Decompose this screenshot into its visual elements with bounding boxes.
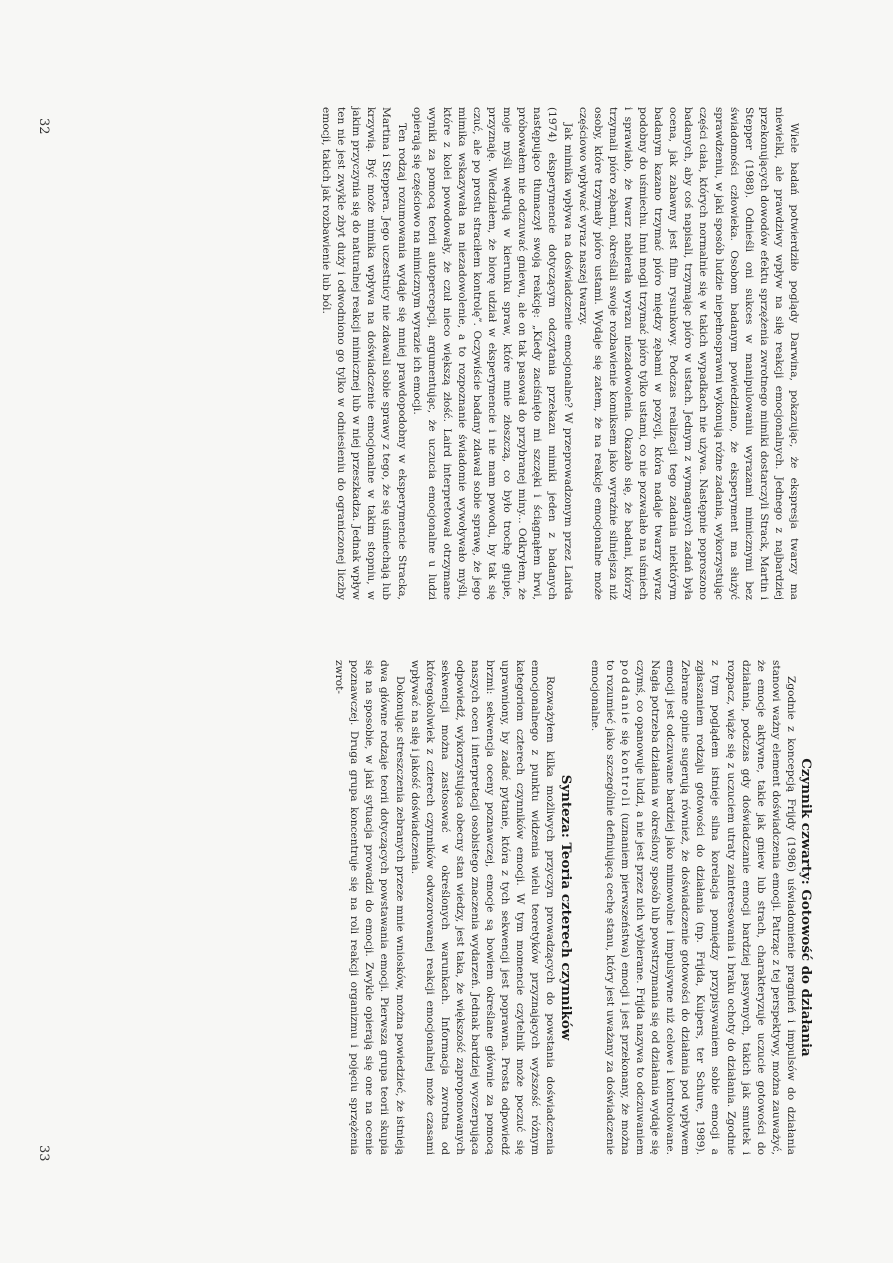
spaced-term: poddanie <box>618 660 631 726</box>
paragraph: Wiele badań potwierdziło poglądy Darwina, pokazując, że ekspresja twarzy ma niewielki, ale prawdziwy wpływ na siłę reakcji emocjonalnych. Jednego z najbardziej przekonujących dowodów efektu sprzężenia zwrotnego mimiki dostarczyli Strack, Martin i Stepper (1988). Odnieśli oni sukces w manipulowaniu wyrazami mimicznymi bez świadomości człowieka. Osobom badanym powiedziano, że eksperyment ma służyć sprawdzeniu, w jaki sposób ludzie niepełnosprawni wykonują różne zadania, wykorzystując części ciała, których normalnie się w takich wypadkach nie używa. Następnie poproszono badanych, aby coś napisali, trzymając pióro w ustach. Jednym z wymaganych zadań była ocena, jak zabawny jest film rysunkowy. Podczas realizacji tego zadania niektórym badanym kazano trzymać pióro między zębami w pozycji, która nadaje twarzy wyraz podobny do uśmiechu. Inni mogli trzymać pióro tylko ustami, co nie pozwalało na uśmiech i sprawiało, że twarz nabierała wyrazu niezadowolenia. Okazało się, że badani, którzy trzymali pióro zębami, określali swoje rozbawienie komiksem jako wyraźnie silniejsza niż osoby, które trzymały pióro ustami. Wydaje się zatem, że na reakcje emocjonalne może częściowo wpływać wyraz naszej twarzy. <box>576 107 800 600</box>
page-number-right: 33 <box>36 1145 51 1162</box>
right-page-text <box>331 660 813 1155</box>
left-page-text <box>318 107 801 600</box>
section-heading: Czynnik czwarty: Gotowość do działania <box>798 758 814 1057</box>
paragraph: Jak mimika wpływa na doświadczenie emocjonalne? W przeprowadzonym przez Lairda (1974) eksperymencie dotyczącym odczytania przekazu mimiki jeden z badanych następująco tłumaczył swoją reakcję: „Kiedy zaciśnięto mi szczęki i ściągnąłem brwi, próbowałem nie odczuwać gniewu, ale on tak pasował do przybranej miny... Odkryłem, że moje myśli wędrują w kierunku spraw, które mnie złoszczą, co było trochę głupie, przyznaję. Wiedziałem, że biorę udział w eksperymencie i nie mam powodu, by tak się czuć, ale po prostu straciłem kontrolę”. Oczywiście badany zdawał sobie sprawę, że jego mimika wskazywała na niezadowolenie, a to rozpoznanie świadomie wywoływało myśli, które z kolei powodowały, że czuł nieco większą złość. Laird interpretował otrzymane wyniki za pomocą teorii autopercepcji, argumentując, że uczucia emocjonalne u ludzi opierają się częściowo na mimicznym wyrazie ich emocji. <box>410 107 574 600</box>
paragraph-text: (uznaniem pierwszeństwa) emocji i jest przekonany, że można to rozumieć jako szczególnie definiującą cechę stanu, który jest uważany za doświadczenie emocjonalne. <box>588 660 631 1155</box>
paragraph-text: się <box>618 730 631 746</box>
left-page <box>0 0 893 630</box>
paragraph: Rozważyłem kilka możliwych przyczyn prowadzących do powstania doświadczenia emocjonalnego z punktu widzenia wielu teoretyków przyznających wyższość różnym kategoriom czterech czynników emocji. W tym momencie czytelnik może poczuć się uprawniony, by zadać pytanie, która z tych sekwencji jest poprawna. Prosta odpowiedź brzmi: sekwencja oceny poznawczej, emocje są bowiem określane głównie za pomocą naszych ocen i interpretacji osobistego znaczenia wydarzeń. Jednak bardziej wyczerpująca odpowiedź, wykorzystująca obecny stan wiedzy, jest taka, że większość zaproponowanych sekwencji można zastosować w określonych warunkach. Informacja zwrotna od któregokolwiek z czterech czynników odwzorowanej reakcji emocjonalnej może czasami wpływać na siłę i jakość doświadczenia. <box>408 660 557 1155</box>
right-page <box>0 640 893 1263</box>
paragraph: Dokonując streszczenia zebranych przeze mnie wniosków, można powiedzieć, że istnieją dwa główne rodzaje teorii dotyczących powstawania emocji. Pierwsza grupa teorii skupia się na sposobie, w jaki sytuacja prowadzi do emocji. Zwykle opierają się one na ocenie poznawczej. Druga grupa koncentruje się na roli reakcji organizmu i pojęciu sprzężenia zwrot- <box>333 660 406 1155</box>
section-heading: Synteza: Teoria czterech czynników <box>557 774 574 1041</box>
paragraph <box>587 660 798 1155</box>
page-number-left: 32 <box>36 118 51 135</box>
spaced-term: kontroli <box>618 750 631 809</box>
paragraph-text: Zgodnie z koncepcją Frijdy (1986) uświadomienie pragnień i impulsów do działania stanowi ważny element doświadczenia emocji. Patrząc z tej perspektywy, można zauważyć, że emocje aktywne, takie jak gniew lub strach, charakteryzuje uczucie gotowości do działania, podczas gdy doświadczanie emocji bardziej pasywnych, takich jak smutek i rozpacz, wiąże się z uczuciem utraty zainteresowania i braku ochoty do działania. Zgodnie z tym poglądem istnieje silna korelacja pomiędzy przypisywaniem sobie emocji a zgłaszaniem rodzaju gotowości do działania (np. Frijda, Kuipers, ter Schure, 1989). Zebrane opinie sugerują również, że doświadczenie gotowości do działania pod wpływem emocji jest odczuwane bardziej jako mimowolne i impulsywne niż celowe i kontrolowane. Nagła potrzeba działania w określony sposób lub powstrzymania się od działania wydaje się czymś, co opanowuje ludzi, a nie jest przez nich wybierane. Frijda nazywa to odczuwaniem <box>633 660 797 1155</box>
paragraph: Ten rodzaj rozumowania wydaje się mniej prawdopodobny w eksperymencie Stracka, Martina i Steppera. Jego uczestnicy nie zdawali sobie sprawy z tego, że się uśmiechają lub krzywią. Być może mimika wpływa na doświadczenie emocjonalne w takim stopniu, w jakim przyczynia się do naturalnej reakcji mimicznej lub w niej przeszkadza. Jednak wpływ ten nie jest zwykle zbyt duży i odwodniono go tylko w odniesieniu do ograniczonej liczby emocji, takich jak rozbawienie lub ból. <box>320 107 408 600</box>
